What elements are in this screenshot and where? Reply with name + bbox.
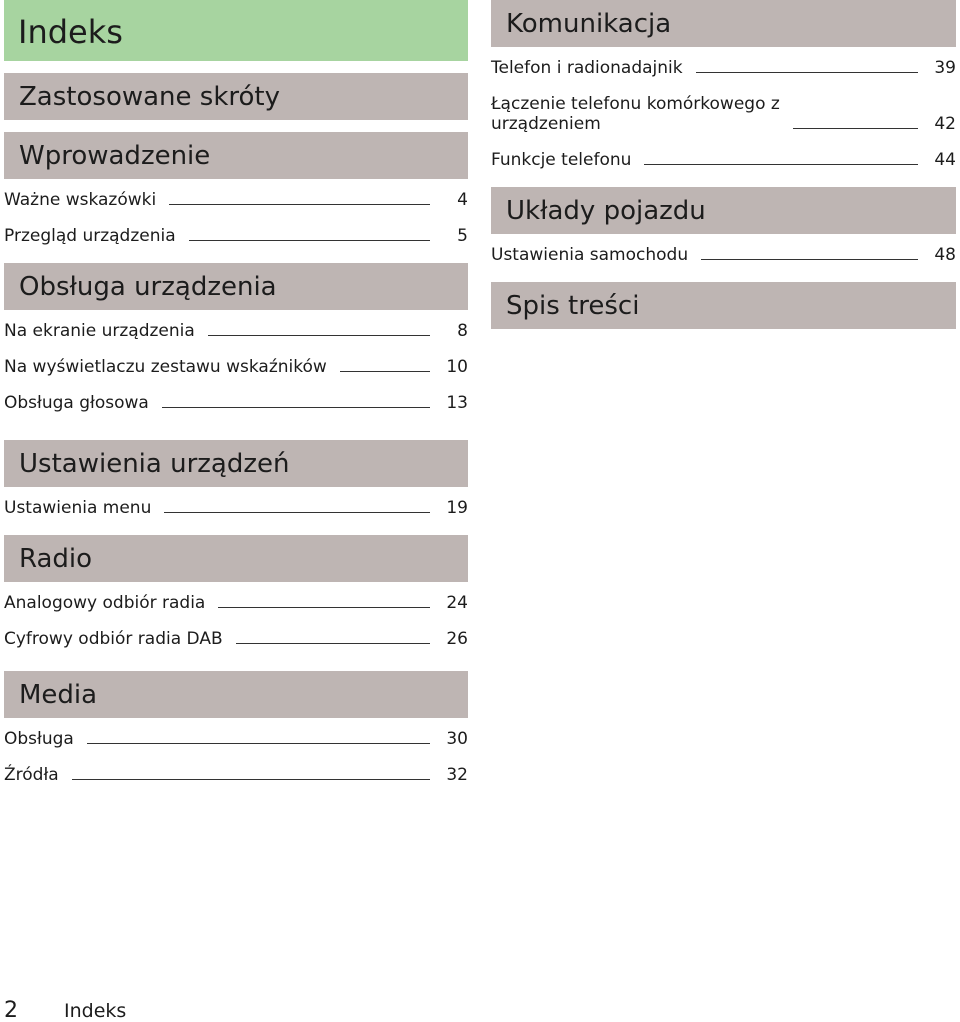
toc-entry-page: 32 xyxy=(446,765,468,785)
toc-entry[interactable] xyxy=(491,83,956,139)
toc-entry[interactable] xyxy=(4,582,468,618)
toc-entry-page: 8 xyxy=(457,321,468,341)
section-heading-table-of-contents[interactable]: Spis treści xyxy=(491,282,956,329)
toc-entry-label: Obsługa xyxy=(4,729,74,749)
section-heading-device-operation[interactable]: Obsługa urządzenia xyxy=(4,263,468,310)
dot-leader xyxy=(696,72,918,73)
toc-entry-label: Na ekranie urządzenia xyxy=(4,321,195,341)
page-number: 2 xyxy=(4,998,18,1022)
dot-leader xyxy=(793,128,918,129)
toc-entry[interactable] xyxy=(4,179,468,215)
section-heading-communication[interactable]: Komunikacja xyxy=(491,0,956,47)
section-heading-abbreviations[interactable]: Zastosowane skróty xyxy=(4,73,468,120)
footer-label: Indeks xyxy=(64,1000,127,1022)
toc-entry-page: 19 xyxy=(446,498,468,518)
toc-entry-label: Analogowy odbiór radia xyxy=(4,593,206,613)
toc-entry-page: 24 xyxy=(446,593,468,613)
toc-entry[interactable] xyxy=(491,47,956,83)
page-footer xyxy=(4,998,126,1022)
toc-entry-label: Cyfrowy odbiór radia DAB xyxy=(4,629,223,649)
toc-entry-page: 30 xyxy=(446,729,468,749)
toc-entry-label: Ustawienia samochodu xyxy=(491,245,689,265)
toc-entry-page: 39 xyxy=(934,58,956,78)
dot-leader xyxy=(87,743,430,744)
toc-entry-label: Telefon i radionadajnik xyxy=(491,58,683,78)
toc-entry-page: 26 xyxy=(446,629,468,649)
index-title: Indeks xyxy=(4,0,468,61)
toc-entry-page: 48 xyxy=(934,245,956,265)
dot-leader xyxy=(340,371,430,372)
index-right-column xyxy=(491,0,956,329)
dot-leader xyxy=(162,407,430,408)
dot-leader xyxy=(701,259,918,260)
toc-entry-page: 42 xyxy=(934,114,956,134)
toc-entry-label: Przegląd urządzenia xyxy=(4,226,176,246)
dot-leader xyxy=(72,779,430,780)
dot-leader xyxy=(208,335,430,336)
toc-entry[interactable] xyxy=(4,310,468,346)
dot-leader xyxy=(169,204,430,205)
toc-entry-page: 10 xyxy=(446,357,468,377)
toc-entry-label: Ustawienia menu xyxy=(4,498,152,518)
toc-entry[interactable] xyxy=(491,234,956,270)
toc-entry-label: Ważne wskazówki xyxy=(4,190,157,210)
section-heading-vehicle-systems[interactable]: Układy pojazdu xyxy=(491,187,956,234)
toc-entry[interactable] xyxy=(4,382,468,418)
toc-entry[interactable] xyxy=(4,754,468,790)
toc-entry-label: Obsługa głosowa xyxy=(4,393,149,413)
section-heading-media[interactable]: Media xyxy=(4,671,468,718)
toc-entry[interactable] xyxy=(4,346,468,382)
section-heading-device-settings[interactable]: Ustawienia urządzeń xyxy=(4,440,468,487)
dot-leader xyxy=(189,240,430,241)
dot-leader xyxy=(164,512,430,513)
toc-entry-label-line2: urządzeniem xyxy=(491,114,601,134)
toc-entry-label: Źródła xyxy=(4,765,59,785)
toc-entry-page: 44 xyxy=(934,150,956,170)
toc-entry-page: 5 xyxy=(457,226,468,246)
toc-entry-label-line1: Łączenie telefonu komórkowego z xyxy=(491,94,780,114)
toc-entry[interactable] xyxy=(4,487,468,523)
toc-entry-page: 4 xyxy=(457,190,468,210)
section-heading-introduction[interactable]: Wprowadzenie xyxy=(4,132,468,179)
toc-entry-page: 13 xyxy=(446,393,468,413)
toc-entry-label: Funkcje telefonu xyxy=(491,150,632,170)
dot-leader xyxy=(236,643,430,644)
toc-entry[interactable] xyxy=(4,618,468,654)
toc-entry[interactable] xyxy=(4,215,468,251)
index-left-column xyxy=(4,0,468,790)
dot-leader xyxy=(218,607,430,608)
toc-entry[interactable] xyxy=(491,139,956,175)
section-heading-radio[interactable]: Radio xyxy=(4,535,468,582)
toc-entry-label: Na wyświetlaczu zestawu wskaźników xyxy=(4,357,327,377)
dot-leader xyxy=(644,164,918,165)
toc-entry-label xyxy=(491,94,780,134)
toc-entry[interactable] xyxy=(4,718,468,754)
